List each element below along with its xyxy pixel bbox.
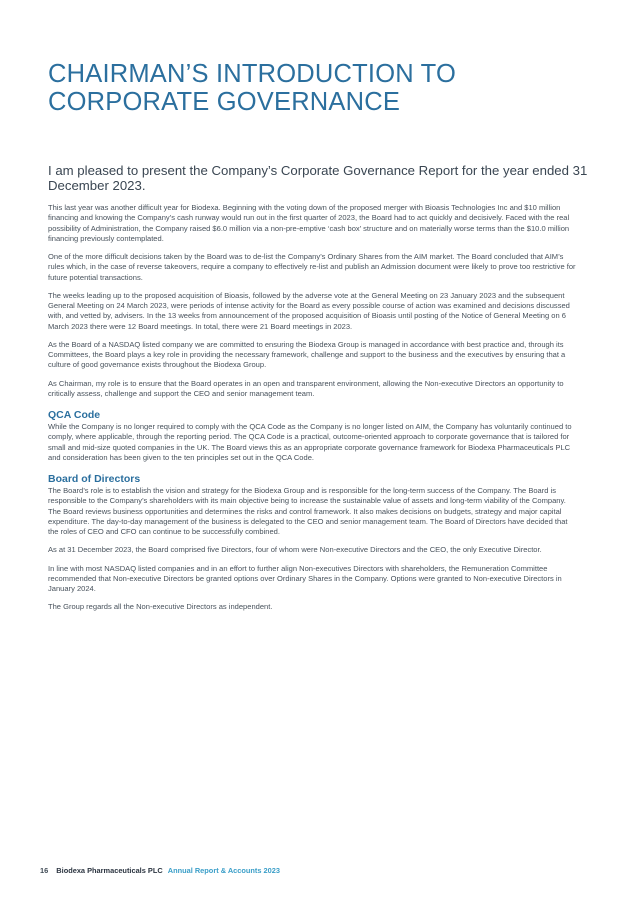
board-composition-paragraph: As at 31 December 2023, the Board comprised five Directors, four of whom were Non-executive Directors and the CEO, the only Executive Director. [48,545,542,555]
footer-report-name: Annual Report & Accounts 2023 [167,866,280,875]
qca-code-paragraph: While the Company is no longer required to comply with the QCA Code as the Company is no longer listed on AIM, the Company has voluntarily continued to comply, where applicable, through the reporting period. The QCA Code is a practical, outcome-oriented approach to corporate governance that is tailored for small and mid-size quoted companies in the UK. The Board views this as an appropriate corporate governance framework for Biodexa Pharmaceuticals PLC and consideration has been given to the ten principles set out in the QCA Code. [48,422,572,462]
page-title-line-1: CHAIRMAN’S INTRODUCTION TO [48,60,457,88]
paragraph-delisting: One of the more difficult decisions taken by the Board was to de-list the Company’s Ordinary Shares from the AIM market. The Board concluded that AIM’s rules which, in the case of reverse takeovers, require a company to effectively re-list and publish an Admission document were likely to prove too restrictive for future potential transactions. [48,252,576,282]
body-text [48,203,576,621]
paragraph-nasdaq-governance: As the Board of a NASDAQ listed company we are committed to ensuring the Biodexa Group is managed in accordance with best practice and, through its Committees, the Board plays a key role in providing the necessary framework, challenge and support to the business and the executives by ensuring that a culture of good governance exists throughout the Biodexa Group. [48,339,566,370]
footer-company-name: Biodexa Pharmaceuticals PLC [56,866,163,875]
intro-statement: I am pleased to present the Company’s Corporate Governance Report for the year ended 31 December 2023. [48,163,588,193]
paragraph-difficult-year: This last year was another difficult year for Biodexa. Beginning with the voting down of the proposed merger with Bioasis Technologies Inc and $10 million financing and knowing the Company’s cash runway would run out in the first quarter of 2023, the Board had to act quickly and decisively. Faced with the real possibility of Administration, the Company raised $6.0 million via a non-pre-emptive ‘cash box’ structure and on materially worse terms than the $10.0 million financing previously contemplated. [48,203,570,243]
board-options-paragraph: In line with most NASDAQ listed companies and in an effort to further align Non-executives Directors with shareholders, the Remuneration Committee recommended that Non-executive Directors be granted options over Ordinary Shares in the Company. Options were granted to Non-executive Directors in January 2024. [48,563,562,593]
qca-code-heading: QCA Code [48,409,101,421]
page-footer [40,866,280,876]
paragraph-chairman-role: As Chairman, my role is to ensure that the Board operates in an open and transparent environment, allowing the Non-executive Directors an opportunity to critically assess, challenge and support the CEO and senior management team. [48,378,564,398]
board-of-directors-heading: Board of Directors [48,473,141,485]
page-title [48,60,588,116]
board-independence-paragraph: The Group regards all the Non-executive Directors as independent. [48,602,273,612]
page-title-line-2: CORPORATE GOVERNANCE [48,88,401,116]
paragraph-board-meetings: The weeks leading up to the proposed acquisition of Bioasis, followed by the adverse vote at the General Meeting on 23 January 2023 and the subsequent General Meeting on 24 March 2023, were periods of intense activity for the Board as every possible course of action was examined and decisions discussed with, and vetted by, advisers. In the 13 weeks from announcement of the proposed acquisition of Bioasis until posting of the Notice of General Meeting on 6 March 2023 there were 12 Board meetings. In total, there were 21 Board meetings in 2023. [48,290,570,331]
page-number: 16 [40,866,49,875]
board-role-paragraph: The Board’s role is to establish the vision and strategy for the Biodexa Group and is responsible for the long-term success of the Company. The Board is responsible to the Company’s shareholders with its main objective being to increase the sustainable value of assets and long-term viability of the Company. The Board reviews business opportunities and determines the risks and control framework. It also makes decisions on budgets, strategy and major capital expenditure. The day-to-day management of the business is delegated to the CEO and senior management team. The Board of Directors have decided that the roles of CEO and CFO can continue to be successfully combined. [48,486,568,536]
